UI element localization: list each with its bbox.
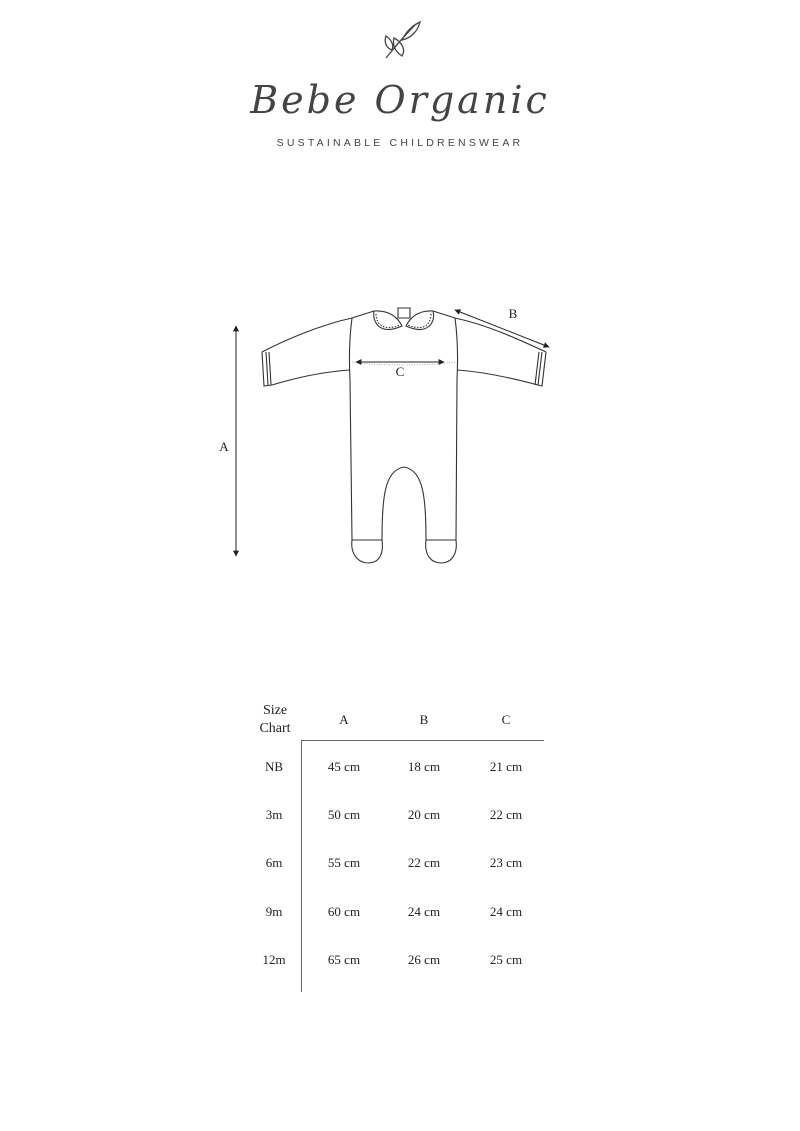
measure-cell: 65 cm xyxy=(327,952,361,967)
size-cell: 3m xyxy=(265,807,283,822)
size-cell: 6m xyxy=(265,855,283,870)
size-cell: 12m xyxy=(262,952,286,967)
column-header-b: B xyxy=(419,712,429,727)
label-b: B xyxy=(508,306,518,321)
measure-cell: 20 cm xyxy=(407,807,441,822)
measure-cell: 60 cm xyxy=(327,904,361,919)
size-chart-corner-label: Size Chart xyxy=(259,703,291,736)
measure-cell: 22 cm xyxy=(489,807,523,822)
size-cell: 9m xyxy=(265,904,283,919)
brand-tagline: SUSTAINABLE CHILDRENSWEAR xyxy=(276,137,524,149)
measure-cell: 55 cm xyxy=(327,855,361,870)
column-header-c: C xyxy=(501,712,511,727)
table-row xyxy=(0,855,800,875)
column-header-a: A xyxy=(339,712,349,727)
measure-cell: 45 cm xyxy=(327,759,361,774)
measure-cell: 50 cm xyxy=(327,807,361,822)
table-row xyxy=(0,807,800,827)
table-row xyxy=(0,759,800,779)
measure-cell: 23 cm xyxy=(489,855,523,870)
measure-cell: 24 cm xyxy=(407,904,441,919)
measure-cell: 25 cm xyxy=(489,952,523,967)
header-divider xyxy=(302,740,544,741)
table-row xyxy=(0,952,800,972)
measure-cell: 22 cm xyxy=(407,855,441,870)
size-cell: NB xyxy=(264,759,284,774)
measure-cell: 21 cm xyxy=(489,759,523,774)
brand-name: Bebe Organic xyxy=(250,78,550,122)
measure-cell: 18 cm xyxy=(407,759,441,774)
table-row xyxy=(0,904,800,924)
label-c: C xyxy=(395,364,405,379)
label-a: A xyxy=(219,439,229,454)
measure-cell: 26 cm xyxy=(407,952,441,967)
measure-cell: 24 cm xyxy=(489,904,523,919)
